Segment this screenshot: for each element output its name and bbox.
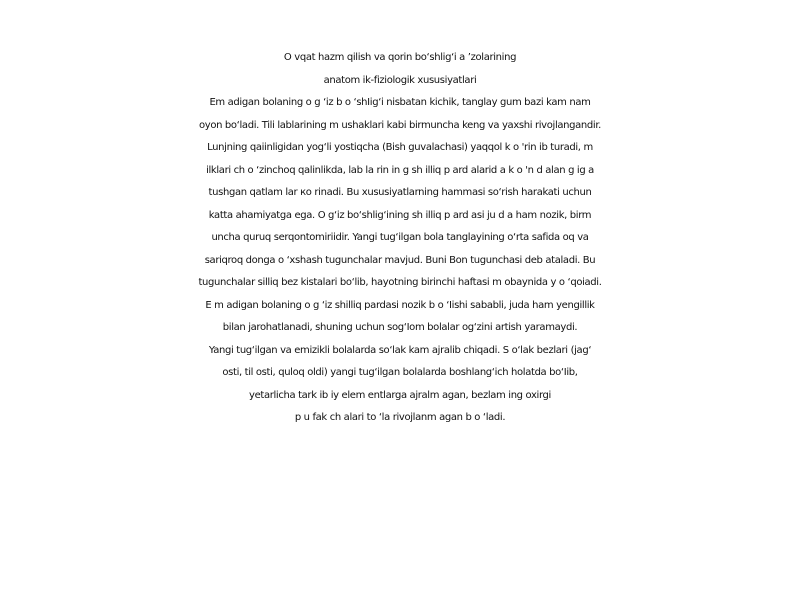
body-line: katta ahamiyatga ega. O g‘iz bo‘shlig‘ining sh illiq p ard asi ju d a ham nozik, birm bbox=[208, 209, 592, 221]
body-line: p u fak ch alari to ‘la rivojlanm agan b o ‘ladi. bbox=[294, 412, 506, 423]
body-line: osti, til osti, quloq oldi) yangi tug‘ilgan bolalarda boshlang‘ich holatda bo‘Iib, bbox=[222, 367, 578, 378]
body-line: ilklari ch o ‘zinchoq qalinlikda, lab la rin in g sh illiq p ard alarid a k o 'n d alan g ig a bbox=[206, 164, 594, 176]
body-line: Em adigan bolaning o g ‘iz b o ‘shIig‘i nisbatan kichik, tanglay gum bazi kam nam bbox=[209, 97, 591, 108]
body-line: uncha quruq serqontomiriidir. Yangi tug‘ilgan bola tanglayining o‘rta safida oq va bbox=[211, 232, 589, 243]
body-line: bilan jarohatlanadi, shuning uchun sog‘Iom bolalar og‘zini artish yaramaydi. bbox=[222, 322, 578, 333]
body-line: Yangi tug‘ilgan va emizikli bolalarda so‘lak kam ajralib chiqadi. S o‘lak bezlari (jag‘ bbox=[208, 344, 592, 356]
title-line-1: O vqat hazm qilish va qorin bo‘shlig‘i a ’zolarining bbox=[283, 52, 517, 63]
body-line: Lunjning qaiinligidan yog‘li yostiqcha (Bish guvalachasi) yaqqol k o 'rin ib turadi, m bbox=[207, 142, 593, 153]
body-line: oyon bo‘ladi. Tili lablarining m ushaklari kabi birmuncha keng va yaxshi rivojlangandir. bbox=[198, 119, 602, 131]
body-line: sariqroq donga o ‘xshash tugunchalar mavjud. Buni Bon tugunchasi deb ataladi. Bu bbox=[204, 254, 596, 266]
body-line: tugunchalar silliq bez kistalari bo‘lib, hayotning birinchi haftasi m obaynida y o ‘qoiadi. bbox=[198, 277, 602, 288]
body-line: tushgan qatlam lar кo rinadi. Bu xususiyatlarning hammasi so‘rish harakati uchun bbox=[208, 187, 592, 198]
document-text bbox=[0, 47, 800, 430]
body-line: E m adigan bolaning o g ‘iz shilliq pardasi nozik b o ‘Iishi sababli, juda ham yengillik bbox=[205, 299, 595, 311]
title-line-2: anatom ik-fiziologik xususiyatlari bbox=[323, 74, 477, 86]
body-line: yetarlicha tark ib iy elem entlarga ajralm agan, bezlam ing oxirgi bbox=[249, 389, 551, 401]
